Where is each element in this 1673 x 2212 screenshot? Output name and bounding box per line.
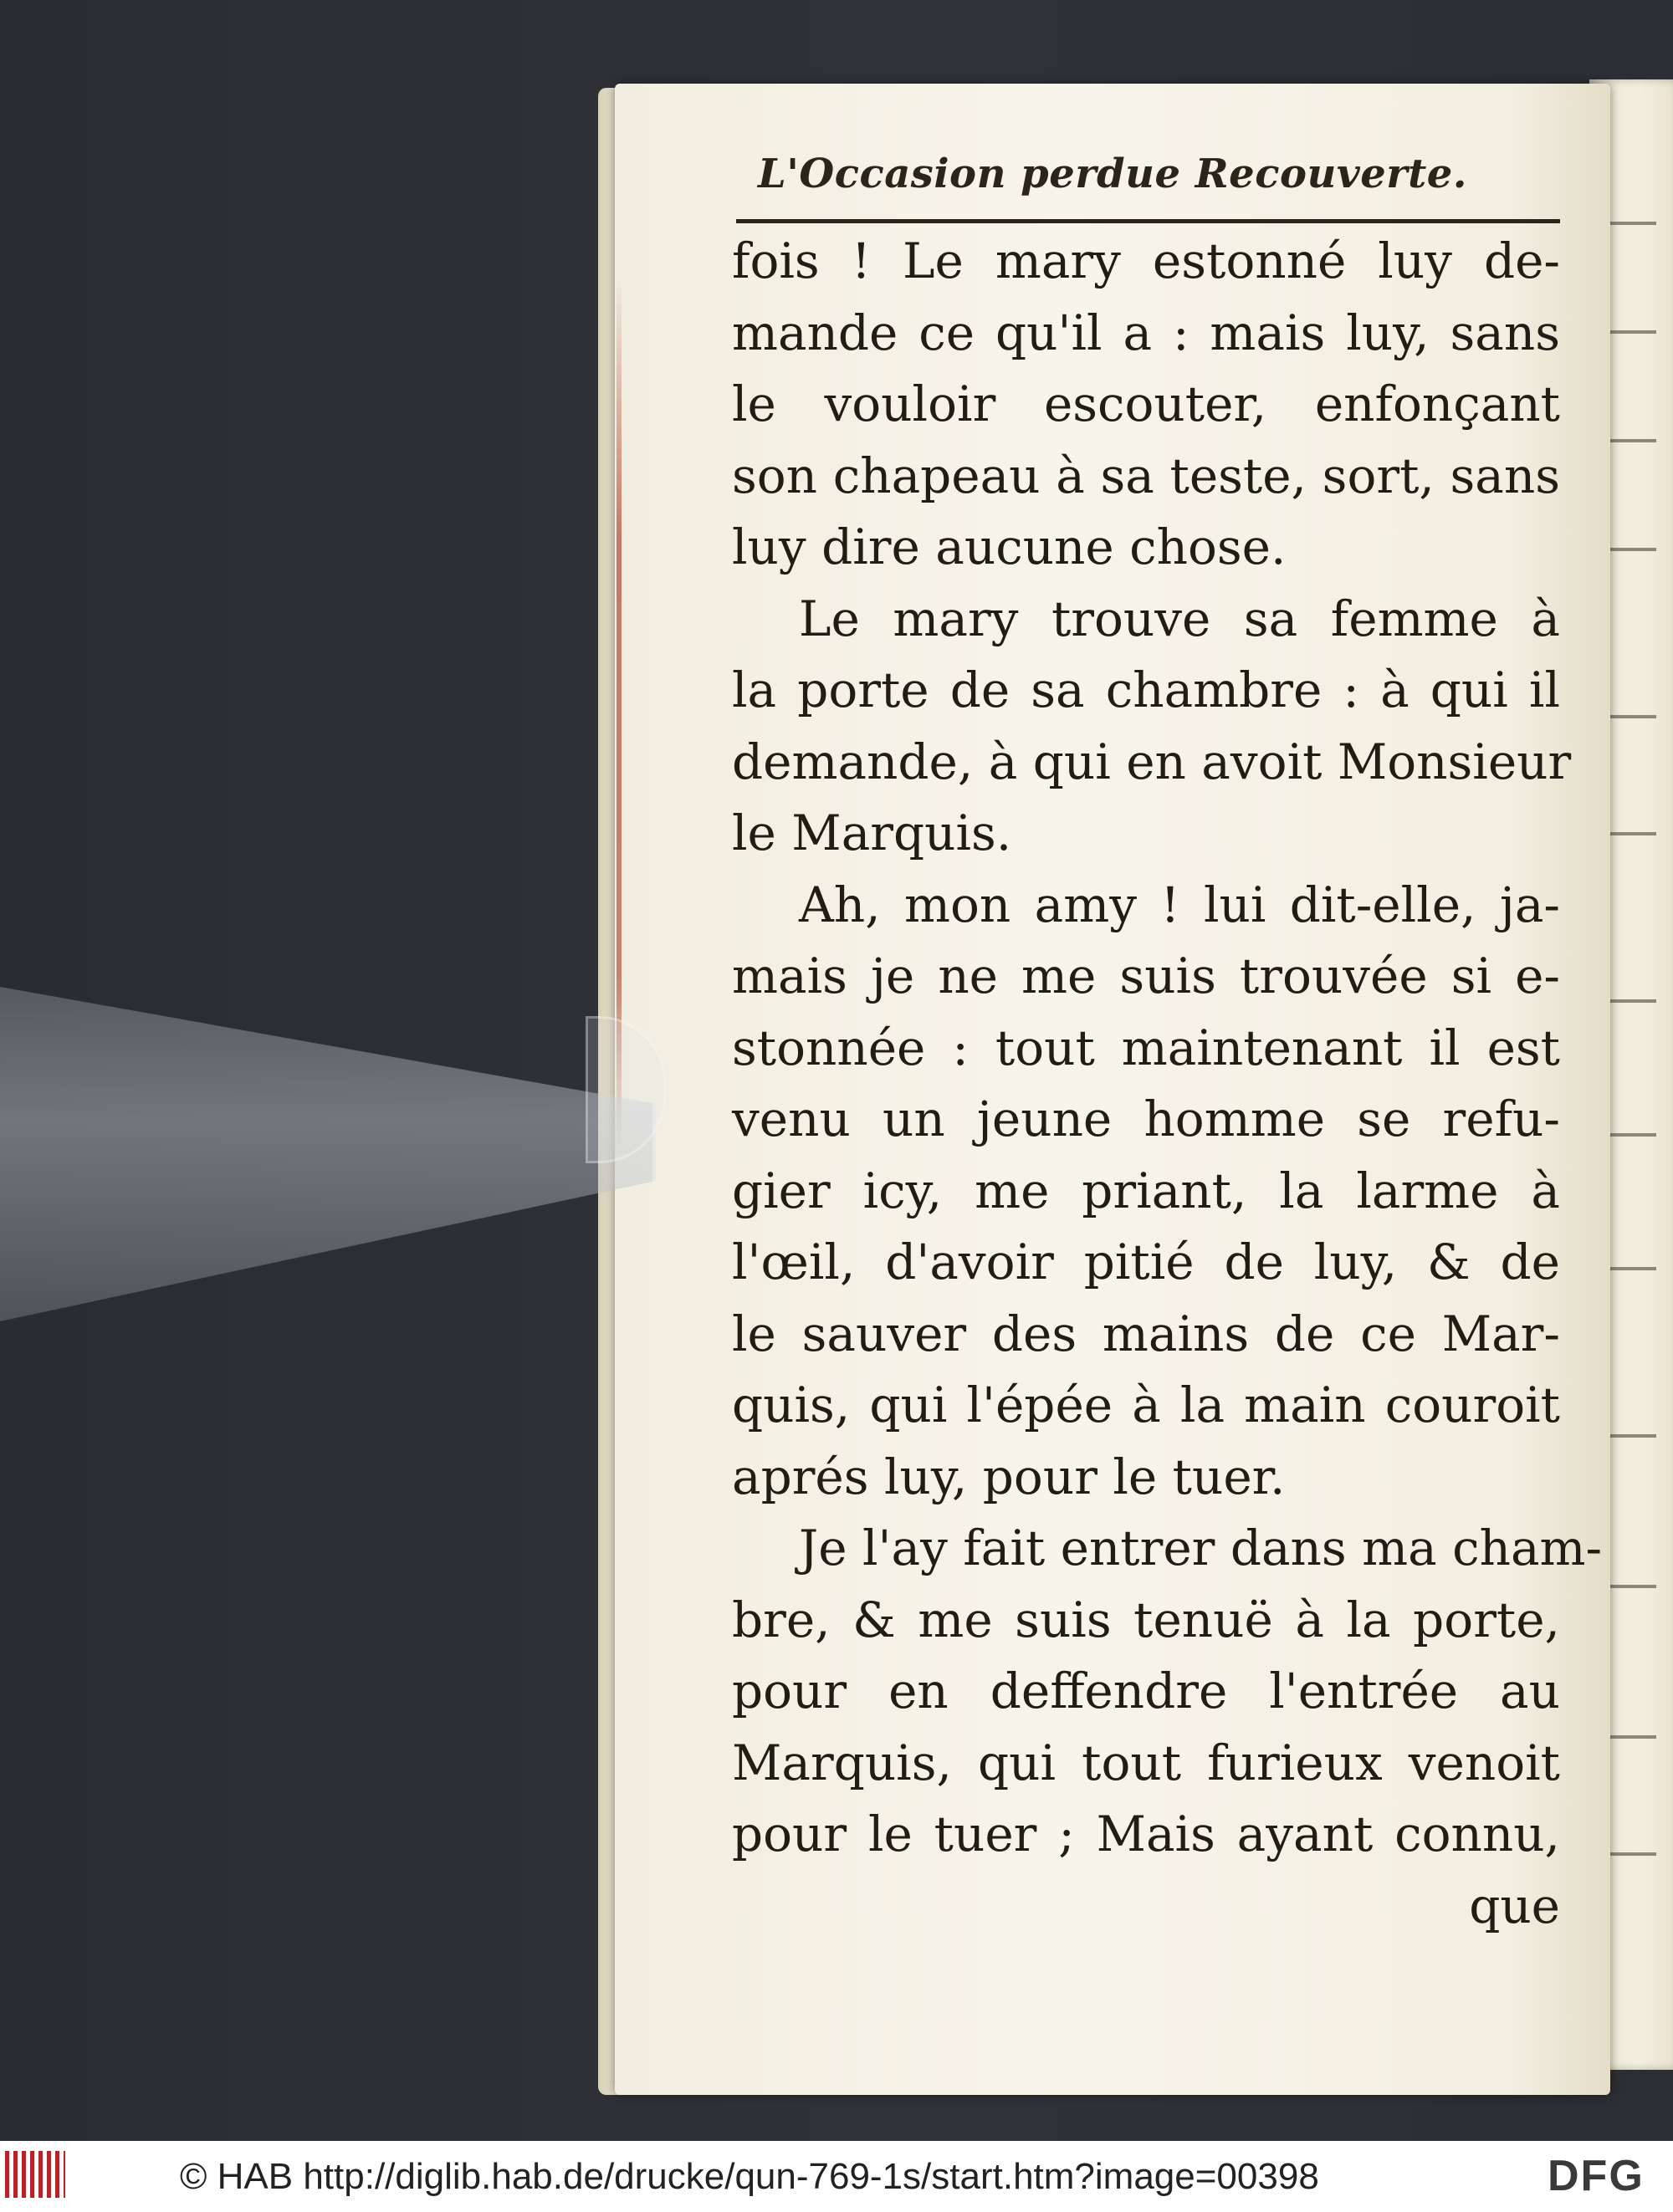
facing-text-fragment [1606, 439, 1656, 442]
facing-text-fragment [1606, 999, 1656, 1003]
text-line: luy dire aucune chose. [732, 519, 1287, 575]
text-line: demande, à qui en avoit Monsieur [732, 733, 1572, 790]
dfg-logo: DFG [1548, 2152, 1645, 2200]
running-head: L'Occasion perdue Recouverte. [757, 151, 1467, 197]
catchword: que [1469, 1877, 1560, 1934]
text-line: le sauver des mains de ce Mar- [732, 1305, 1560, 1362]
text-line: pour le tuer ; Mais ayant connu, [732, 1806, 1560, 1862]
facing-text-fragment [1606, 548, 1656, 551]
facing-text-fragment [1606, 330, 1656, 334]
text-line: Le mary trouve sa femme à [799, 590, 1560, 647]
text-line: gier icy, me priant, la larme à [732, 1162, 1560, 1219]
facing-text-fragment [1606, 222, 1656, 225]
text-line: le Marquis. [732, 805, 1012, 861]
copyright-link[interactable]: © HAB http://diglib.hab.de/drucke/qun-769-1s/start.htm?image=00398 [180, 2156, 1319, 2197]
page-body-text [732, 226, 1603, 1942]
text-line: Je l'ay fait entrer dans ma cham- [799, 1520, 1603, 1576]
text-line: Marquis, qui tout furieux venoit [732, 1734, 1560, 1791]
text-line: la porte de sa chambre : à qui il [732, 662, 1560, 718]
text-line: mais je ne me suis trouvée si e- [732, 948, 1560, 1004]
text-line: Ah, mon amy ! lui dit-elle, ja- [799, 876, 1560, 933]
text-line: stonnée : tout maintenant il est [732, 1019, 1560, 1076]
text-line: mande ce qu'il a : mais luy, sans [732, 304, 1560, 361]
text-line: quis, qui l'épée à la main couroit [732, 1377, 1560, 1433]
text-line: fois ! Le mary estonné luy de- [732, 232, 1560, 289]
facing-text-fragment [1606, 1735, 1656, 1739]
text-line: bre, & me suis tenuë à la porte, [732, 1591, 1560, 1648]
hab-logo-icon [5, 2151, 65, 2198]
facing-text-fragment [1606, 1852, 1656, 1856]
text-line: l'œil, d'avoir pitié de luy, & de [732, 1234, 1560, 1290]
text-line: son chapeau à sa teste, sort, sans [732, 447, 1560, 504]
facing-text-fragment [1606, 1434, 1656, 1438]
facing-text-fragment [1606, 1585, 1656, 1588]
text-line: pour en deffendre l'entrée au [732, 1663, 1560, 1719]
text-line: aprés luy, pour le tuer. [732, 1448, 1286, 1505]
facing-text-fragment [1606, 715, 1656, 718]
text-line: venu un jeune homme se refu- [732, 1091, 1560, 1147]
header-rule [736, 219, 1560, 223]
facing-text-fragment [1606, 832, 1656, 835]
facing-text-fragment [1606, 1267, 1656, 1270]
text-line: le vouloir escouter, enfonçant [732, 375, 1560, 432]
facing-text-fragment [1606, 1133, 1656, 1137]
